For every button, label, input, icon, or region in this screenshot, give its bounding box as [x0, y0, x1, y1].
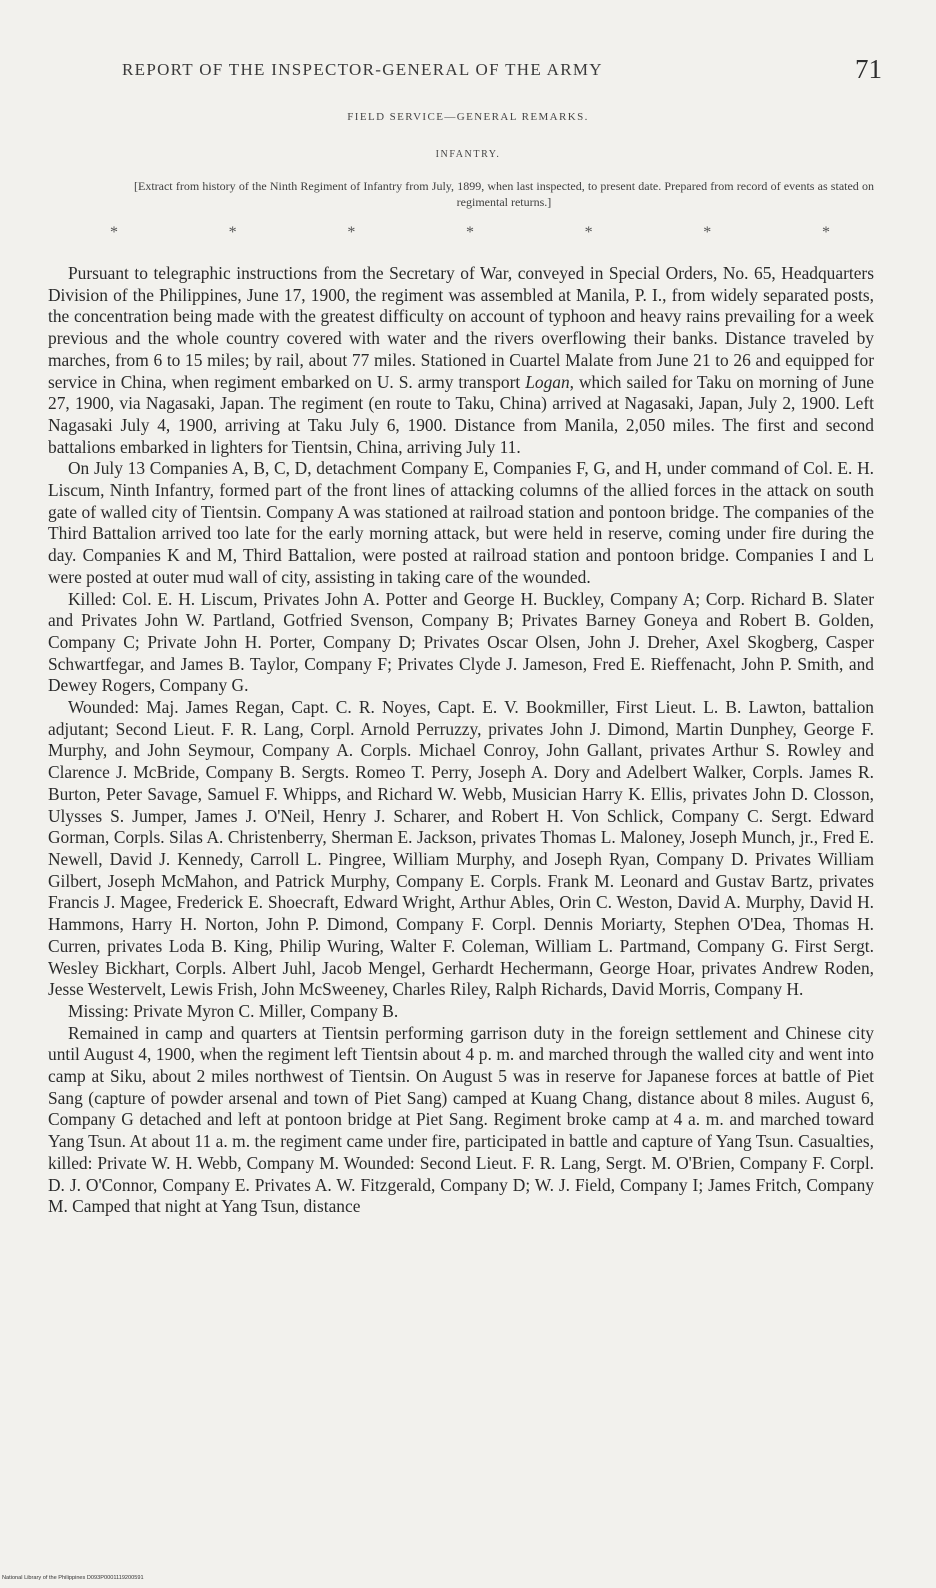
paragraph-remained: Remained in camp and quarters at Tientsin performing garrison duty in the foreign settlement and Chinese city until August 4, 1900, when the regiment left Tientsin about 4 p. m. and marched through the walled city and went into camp at Siku, about 2 miles northwest of Tientsin. On August 5 was in reserve for Japanese forces at battle of Piet Sang (capture of powder arsenal and town of Piet Sang) camped at Kuang Chang, distance about 8 miles. August 6, Company G detached and left at pontoon bridge at Piet Sang. Regiment broke camp at 4 a. m. and marched toward Yang Tsun. At about 11 a. m. the regiment came under fire, participated in battle and capture of Yang Tsun. Casualties, killed: Private W. H. Webb, Company M. Wounded: Second Lieut. F. R. Lang, Sergt. M. O'Brien, Company F. Corpl. D. J. O'Connor, Company E. Privates A. W. Fitzgerald, Company D; W. J. Field, Company I; James Fritch, Company M. Camped that night at Yang Tsun, distance [48, 1022, 874, 1217]
paragraph-attack: On July 13 Companies A, B, C, D, detachment Company E, Companies F, G, and H, under command of Col. E. H. Liscum, Ninth Infantry, formed part of the front lines of attacking columns of the allied forces in the attack on south gate of walled city of Tientsin. Company A was stationed at railroad station and pontoon bridge. The companies of the Third Battalion arrived too late for the early morning attack, but were held in reserve, coming under fire during the day. Companies K and M, Third Battalion, were posted at railroad station and pontoon bridge. Companies I and L were posted at outer mud wall of city, assisting in taking care of the wounded. [48, 458, 874, 587]
asterisk: * [703, 224, 712, 241]
asterisk: * [110, 224, 118, 241]
paragraph-text: Pursuant to telegraphic instructions from the Secretary of War, conveyed in Special Orders, No. 65, Headquarters Division of the Philippines, June 17, 1900, the regiment was assembled at Manila, P. I., from widely separated posts, the concentration being made with the greatest difficulty on account of typhoon and heavy rains prevailing for a week previous and the whole country covered with water and the rivers overflowing their banks. Distance traveled by marches, from 6 to 15 miles; by rail, about 77 miles. Stationed in Cuartel Malate from June 21 to 26 and equipped for service in China, when regiment embarked on U. S. army transport [48, 263, 874, 392]
asterisk: * [465, 224, 474, 241]
asterisk: * [821, 224, 830, 241]
asterisk: * [347, 224, 356, 241]
running-head [122, 54, 882, 86]
paragraph-wounded: Wounded: Maj. James Regan, Capt. C. R. Noyes, Capt. E. V. Bookmiller, First Lieut. L. B. Lawton, battalion adjutant; Second Lieut. F. R. Lang, Corpl. Arnold Perruzzy, privates John J. Dimond, Martin Dunphey, George F. Murphy, and John Seymour, Company A. Corpls. Michael Conroy, John Gallant, privates Arthur S. Rowley and Clarence J. McBride, Company B. Sergts. Romeo T. Perry, Joseph A. Dory and Adelbert Walker, Corpls. James R. Burton, Peter Savage, Samuel F. Whipps, and Richard W. Webb, Musician Harry K. Ellis, privates John D. Closson, Ulysses S. Jumper, James J. O'Neil, Henry J. Scharer, and Robert H. Von Schlick, Company C. Sergt. Edward Gorman, Corpls. Silas A. Christenberry, Sherman E. Jackson, privates Thomas L. Maloney, Joseph Munch, jr., Fred E. Newell, David J. Kennedy, Carroll L. Pingree, William Murphy, and Joseph Ryan, Company D. Privates William Gilbert, Joseph McMahon, and Patrick Murphy, Company E. Corpls. Frank M. Leonard and Gustav Bartz, privates Francis J. Magee, Frederick E. Shoecraft, Edward Wright, Arthur Ables, Orin C. Weston, David A. Murphy, David H. Hammons, Harry H. Norton, John P. Dimond, Company F. Corpl. Dennis Moriarty, Stephen O'Dea, Thomas H. Curren, privates Loda B. King, Philip Wuring, Walter F. Coleman, William L. Partmand, Company G. First Sergt. Wesley Bickhart, Corpls. Albert Juhl, Jacob Mengel, Gerhardt Hechermann, George Hoar, privates Andrew Roden, Jesse Westervelt, Lewis Frish, John McSweeney, Charles Riley, Ralph Richards, David Morris, Company H. [48, 697, 874, 1000]
page-number: 71 [855, 54, 882, 84]
paragraph-orders [48, 263, 874, 458]
ship-name: Logan [525, 371, 570, 392]
extract-note: [Extract from history of the Ninth Regiment of Infantry from July, 1899, when last inspected, to present date. Prepared from record of events as stated on regimental returns.] [134, 179, 874, 209]
footer-credit: National Library of the Philippines D093P0001119200591 [2, 1575, 144, 1581]
paragraph-text: , which sailed for Taku on morning of June 27, 1900, via Nagasaki, Japan. The regiment (en route to Taku, China) arrived at Nagasaki, Japan, July 2, 1900. Left Nagasaki July 4, 1900, arriving at Taku July 6, 1900. Distance from Manila, 2,050 miles. The first and second battalions embarked in lighters for Tientsin, China, arriving July 11. [48, 371, 874, 457]
section-title: FIELD SERVICE—GENERAL REMARKS. [347, 111, 589, 123]
asterisk-divider [110, 224, 830, 242]
asterisk: * [584, 224, 593, 241]
body-text [48, 263, 874, 1218]
paragraph-missing: Missing: Private Myron C. Miller, Company B. [68, 1000, 399, 1021]
section-subtitle: INFANTRY. [435, 149, 501, 160]
asterisk: * [228, 224, 237, 241]
running-title: REPORT OF THE INSPECTOR-GENERAL OF THE ARMY [122, 60, 603, 79]
paragraph-killed: Killed: Col. E. H. Liscum, Privates John A. Potter and George H. Buckley, Company A; Corp. Richard B. Slater and Privates John W. Partland, Gotfried Svenson, Company B; Privates Barney Goneya and Robert B. Golden, Company C; Private John H. Porter, Company D; Privates Oscar Olsen, John J. Dreher, Axel Skogberg, Casper Schwartfegar, and James B. Taylor, Company F; Privates Clyde J. Jameson, Fred E. Rieffenacht, John P. Smith, and Dewey Rogers, Company G. [48, 588, 874, 696]
